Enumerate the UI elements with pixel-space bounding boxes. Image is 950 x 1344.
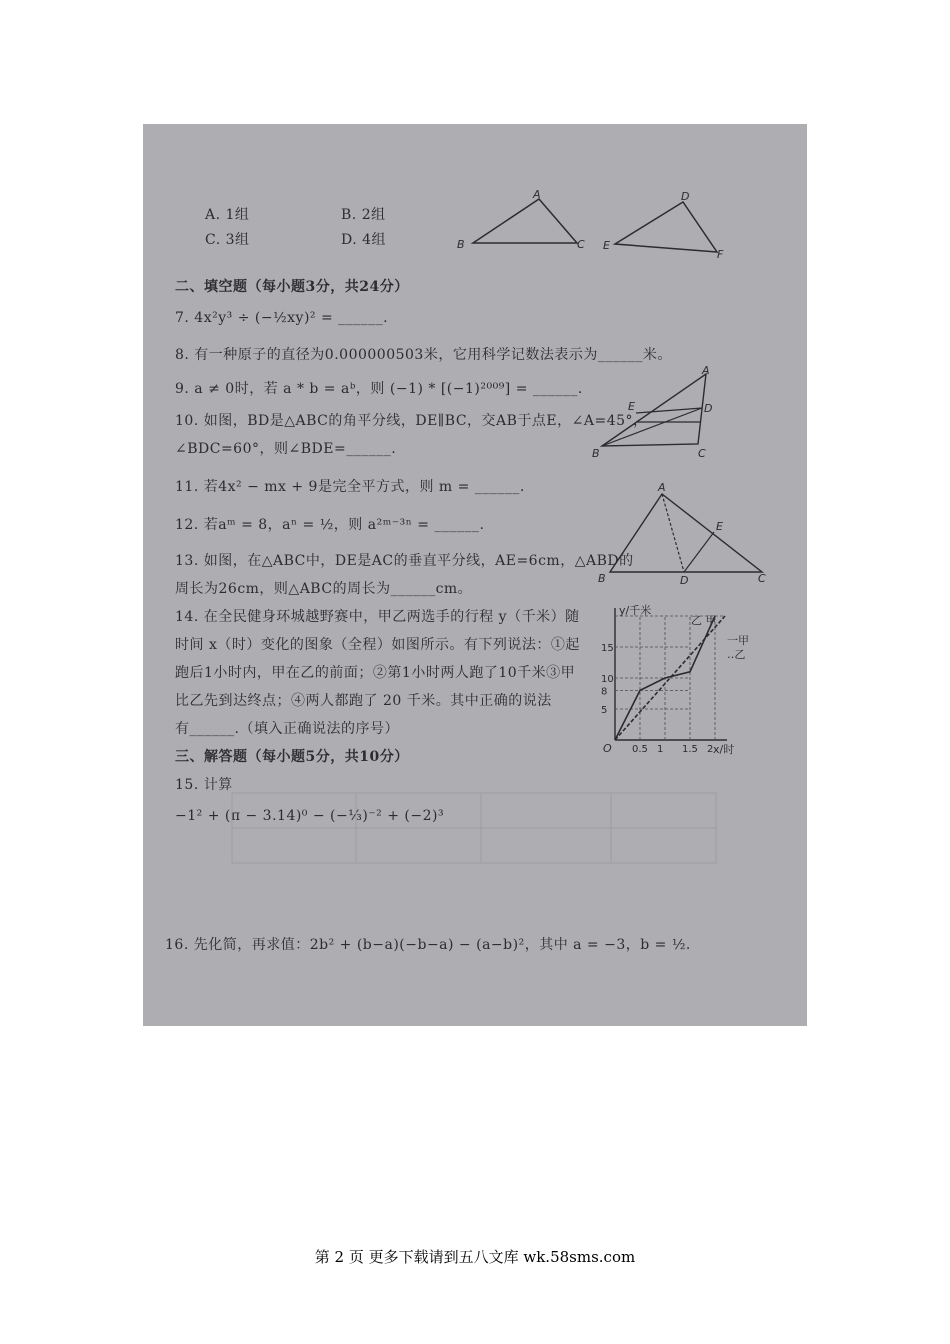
scanned-exam-page [143, 124, 807, 1026]
choice-a: A. 1组 [205, 207, 250, 223]
x-tick-label: 2 [707, 744, 714, 755]
choice-b: B. 2组 [341, 207, 386, 223]
x-tick-label: 0.5 [632, 744, 648, 755]
q10-label-e: E [628, 400, 635, 413]
question-14-line-2: 时间 x（时）变化的图象（全程）如图所示。有下列说法：①起 [175, 637, 580, 653]
label-f: F [717, 248, 724, 261]
label-a: A [533, 188, 541, 201]
question-15-title: 15. 计算 [175, 777, 233, 793]
triangle-def [615, 202, 717, 252]
q13-label-a: A [658, 481, 666, 494]
y-tick-label: 10 [601, 674, 614, 685]
label-b: B [457, 238, 465, 251]
label-e: E [603, 239, 610, 252]
x-tick-label: 1 [657, 744, 664, 755]
question-15-expression: −1² + (π − 3.14)⁰ − (−⅓)⁻² + (−2)³ [175, 808, 445, 824]
q10-label-d: D [704, 402, 713, 415]
legend-jia: 一甲 [727, 634, 749, 647]
choice-c: C. 3组 [205, 232, 250, 248]
label-d: D [681, 190, 690, 203]
question-13-line-1: 13. 如图，在△ABC中，DE是AC的垂直平分线，AE=6cm，△ABD的 [175, 553, 634, 569]
bleed-through-table [231, 792, 717, 864]
question-10-line-1: 10. 如图，BD是△ABC的角平分线，DE∥BC，交AB于点E，∠A=45°， [175, 413, 648, 429]
y-tick-label: 8 [601, 686, 608, 698]
y-tick-label: 15 [601, 643, 614, 654]
y-tick-label: 5 [601, 705, 608, 716]
section-2-heading: 二、填空题（每小题3分，共24分） [175, 279, 409, 295]
x-axis-label: x/时 [713, 743, 735, 756]
question-10-figure [588, 362, 718, 462]
legend-yi: ‥乙 [727, 648, 746, 661]
question-14-line-4: 比乙先到达终点；④两人都跑了 20 千米。其中正确的说法 [175, 693, 552, 709]
q10-label-c: C [698, 447, 706, 460]
question-14-line-3: 跑后1小时内，甲在乙的前面；②第1小时两人跑了10千米③甲 [175, 665, 576, 681]
question-12: 12. 若aᵐ = 8，aⁿ = ½，则 a²ᵐ⁻³ⁿ = ______. [175, 517, 485, 533]
x-tick-label: 1.5 [682, 744, 698, 755]
q13-label-d: D [680, 574, 689, 587]
page-footer: 第 2 页 更多下载请到五八文库 wk.58sms.com [314, 1248, 636, 1266]
question-14-line-5: 有______.（填入正确说法的序号） [175, 721, 399, 737]
q13-label-e: E [716, 520, 723, 533]
question-7: 7. 4x²y³ ÷ (−½xy)² = ______. [175, 310, 389, 326]
question-10-line-2: ∠BDC=60°，则∠BDE=______. [175, 441, 397, 457]
choice-d: D. 4组 [341, 232, 387, 248]
section-3-heading: 三、解答题（每小题5分，共10分） [175, 749, 409, 765]
question-9: 9. a ≠ 0时，若 a * b = aᵇ，则 (−1) * [(−1)²⁰⁰⁹] = ______. [175, 381, 583, 397]
origin-label: O [603, 742, 612, 755]
question-13-line-2: 周长为26cm，则△ABC的周长为______cm。 [175, 581, 473, 597]
q13-label-c: C [758, 572, 766, 585]
label-c: C [577, 238, 585, 251]
q10-label-b: B [592, 447, 600, 460]
y-axis-label: y/千米 [619, 604, 652, 617]
distance-time-graph [579, 600, 749, 760]
triangle-figures [453, 186, 728, 266]
question-16: 16. 先化简，再求值：2b² + (b−a)(−b−a) − (a−b)²，其中 a = −3，b = ½. [165, 937, 691, 953]
question-11: 11. 若4x² − mx + 9是完全平方式，则 m = ______. [175, 479, 525, 495]
series-top-labels: 乙 甲 [691, 614, 717, 627]
triangle-abc [473, 199, 577, 243]
q10-label-a: A [702, 364, 710, 377]
q13-label-b: B [598, 572, 606, 585]
question-13-figure [598, 480, 778, 590]
question-14-line-1: 14. 在全民健身环城越野赛中，甲乙两选手的行程 y（千米）随 [175, 609, 580, 625]
question-8: 8. 有一种原子的直径为0.000000503米，它用科学记数法表示为______米。 [175, 347, 672, 363]
